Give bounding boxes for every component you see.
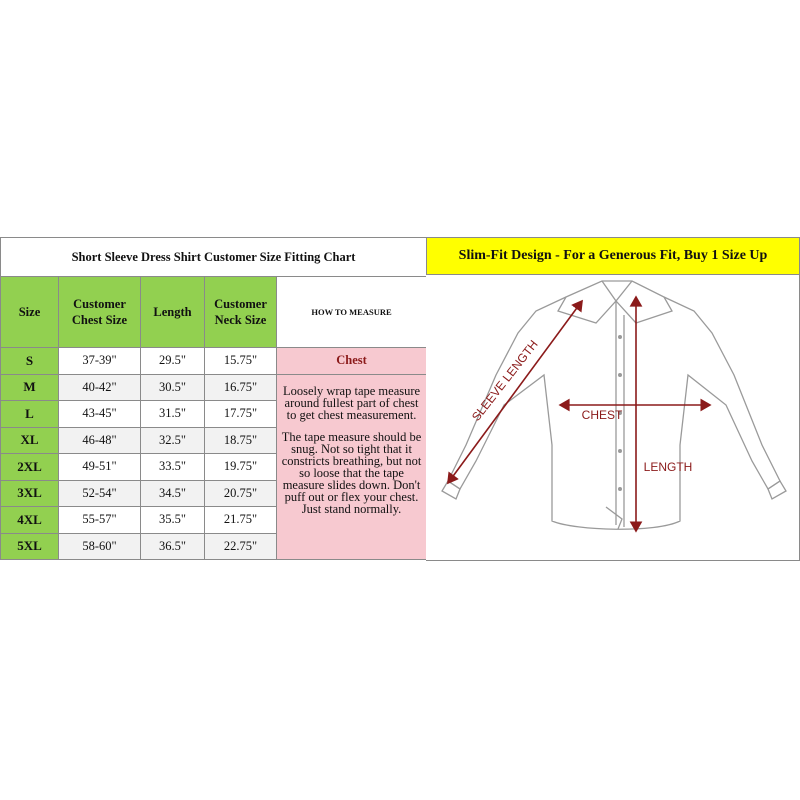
length-cell: 34.5"	[141, 480, 205, 507]
size-table	[0, 237, 427, 560]
size-cell: 3XL	[1, 480, 59, 507]
chest-measure-instructions	[277, 374, 427, 560]
chest-label: CHEST	[581, 408, 623, 422]
instruction-paragraph-2: The tape measure should be snug. Not so tight that it constricts breathing, but not so loose that the tape measure slides down. Don't puff out or flex your chest. Just stand normally.	[281, 429, 422, 516]
instruction-paragraph-1: Loosely wrap tape measure around fullest part of chest to get chest measurement.	[282, 383, 421, 422]
length-cell: 30.5"	[141, 374, 205, 401]
length-cell: 32.5"	[141, 427, 205, 454]
length-cell: 33.5"	[141, 454, 205, 481]
chest-measure-heading: Chest	[277, 348, 427, 375]
neck-cell: 18.75"	[205, 427, 277, 454]
header-size: Size	[1, 277, 59, 348]
chest-cell: 52-54"	[59, 480, 141, 507]
chest-cell: 58-60"	[59, 533, 141, 560]
neck-cell: 21.75"	[205, 507, 277, 534]
size-cell: XL	[1, 427, 59, 454]
header-length: Length	[141, 277, 205, 348]
how-to-measure-header: HOW TO MEASURE	[277, 277, 427, 348]
length-cell: 31.5"	[141, 401, 205, 428]
size-cell: 2XL	[1, 454, 59, 481]
slim-fit-banner: Slim-Fit Design - For a Generous Fit, Buy 1 Size Up	[426, 237, 800, 275]
neck-cell: 16.75"	[205, 374, 277, 401]
chest-cell: 43-45"	[59, 401, 141, 428]
table-row	[1, 348, 427, 375]
shirt-diagram	[426, 275, 800, 561]
header-neck: Customer Neck Size	[205, 277, 277, 348]
size-cell: 5XL	[1, 533, 59, 560]
chest-cell: 49-51"	[59, 454, 141, 481]
neck-cell: 22.75"	[205, 533, 277, 560]
length-label: LENGTH	[643, 460, 693, 474]
sleeve-arrow	[448, 301, 582, 483]
size-cell: S	[1, 348, 59, 375]
size-cell: 4XL	[1, 507, 59, 534]
neck-cell: 20.75"	[205, 480, 277, 507]
size-chart	[0, 237, 800, 561]
chest-cell: 40-42"	[59, 374, 141, 401]
length-cell: 29.5"	[141, 348, 205, 375]
header-chest: Customer Chest Size	[59, 277, 141, 348]
shirt-illustration	[426, 275, 800, 561]
size-cell: L	[1, 401, 59, 428]
chest-cell: 37-39"	[59, 348, 141, 375]
size-cell: M	[1, 374, 59, 401]
neck-cell: 17.75"	[205, 401, 277, 428]
neck-cell: 19.75"	[205, 454, 277, 481]
chest-cell: 46-48"	[59, 427, 141, 454]
sleeve-length-label: SLEEVE LENGTH	[468, 337, 541, 424]
neck-cell: 15.75"	[205, 348, 277, 375]
table-title: Short Sleeve Dress Shirt Customer Size Fitting Chart	[1, 238, 427, 277]
table-row	[1, 374, 427, 401]
length-cell: 36.5"	[141, 533, 205, 560]
chest-cell: 55-57"	[59, 507, 141, 534]
length-cell: 35.5"	[141, 507, 205, 534]
